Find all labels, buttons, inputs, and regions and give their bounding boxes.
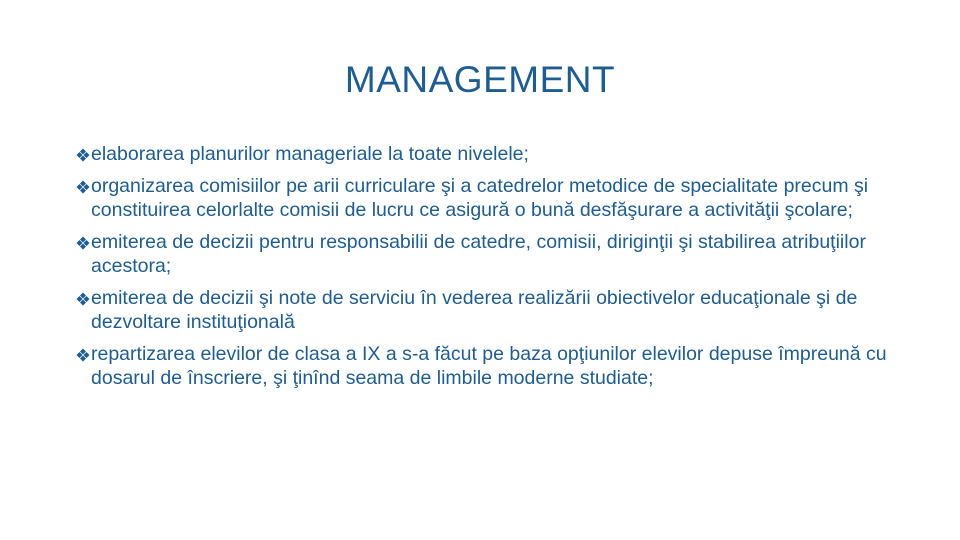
- bullet-text: organizarea comisiilor pe arii curriculare şi a catedrelor metodice de specialitate precum şi constituirea celorlalte comisii de lucru ce asigură o bună desfăşurare a activităţii şcolare;: [91, 175, 869, 221]
- bullet-item: [76, 174, 896, 222]
- bullet-text: elaborarea planurilor manageriale la toate nivelele;: [91, 143, 529, 165]
- bullet-item: [76, 230, 896, 278]
- diamond-bullet-icon: [76, 142, 90, 166]
- diamond-bullet-icon: [76, 342, 90, 366]
- bullet-list: [76, 142, 896, 398]
- bullet-item: [76, 342, 896, 390]
- bullet-text: emiterea de decizii pentru responsabilii de catedre, comisii, diriginţii şi stabilirea atribuţiilor acestora;: [91, 231, 866, 277]
- bullet-text: emiterea de decizii şi note de serviciu în vederea realizării obiectivelor educaţionale şi de dezvoltare instituţională: [91, 287, 858, 333]
- diamond-bullet-icon: [76, 286, 90, 310]
- diamond-bullet-icon: [76, 174, 90, 198]
- slide-title: MANAGEMENT: [344, 59, 616, 100]
- bullet-item: [76, 142, 896, 166]
- bullet-item: [76, 286, 896, 334]
- diamond-bullet-icon: [76, 230, 90, 254]
- bullet-text: repartizarea elevilor de clasa a IX a s-a făcut pe baza opţiunilor elevilor depuse împreună cu dosarul de înscriere, şi ţinînd seama de limbile moderne studiate;: [91, 343, 887, 389]
